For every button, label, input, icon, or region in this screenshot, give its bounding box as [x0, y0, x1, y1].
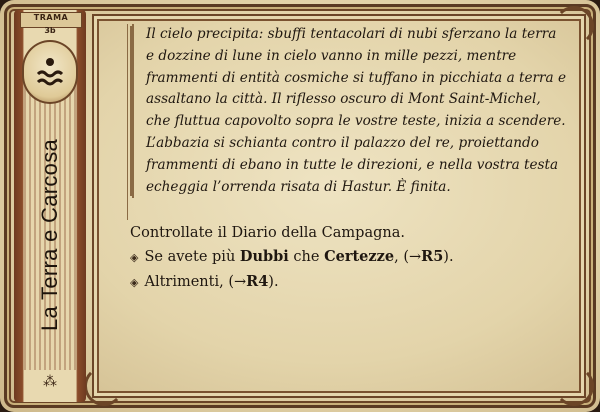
flavor-text: Il cielo precipita: sbuffi tentacolari di nubi sferzano la terra e dozzine di lune in cielo vanno in mille pezzi, mentre frammenti di entità cosmiche si tuffano in picchiata a terra e assaltano la città. Il riflesso oscuro di Mont Saint-Michel, che fluttua capovolto sopra le vostre teste, inizia a scendere. L’abbazia si schianta contro il palazzo del re, proiettando frammenti di ebano in tutte le direzioni, e nella vostra testa echeggia l’orrenda risata di Hastur. È finita.: [132, 24, 566, 198]
diamond-bullet-icon: ◈: [130, 251, 139, 264]
sun-over-waves-icon: [24, 42, 76, 102]
card-title: La Terra e Carcosa: [37, 138, 62, 332]
conviction-keyword: Certezze: [324, 248, 395, 265]
option-line: [130, 245, 570, 270]
encounter-set-icon: ⁂: [43, 374, 57, 390]
option-text: ).: [443, 249, 454, 265]
option-line: [130, 270, 570, 295]
title-area: [26, 110, 74, 360]
act-medallion: [22, 40, 78, 104]
card-type-label: TRAMA: [20, 12, 82, 28]
check-log-line: Controllate il Diario della Campagna.: [130, 225, 405, 241]
option-text: Altrimenti, (→: [144, 274, 247, 290]
story-rule: [127, 24, 128, 220]
diamond-bullet-icon: ◈: [130, 276, 139, 289]
option-text: che: [288, 249, 325, 265]
card-number: 3b: [44, 26, 56, 35]
corner-ornament: [84, 366, 124, 406]
option-text: Se avete più: [144, 249, 240, 265]
option-text: , (→: [394, 249, 422, 265]
option-text: ).: [268, 274, 279, 290]
doubt-keyword: Dubbi: [239, 248, 289, 265]
resolution-ref: R4: [246, 273, 269, 290]
resolution-ref: R5: [421, 248, 444, 265]
corner-ornament: [554, 366, 594, 406]
resolution-instructions: [130, 221, 570, 295]
